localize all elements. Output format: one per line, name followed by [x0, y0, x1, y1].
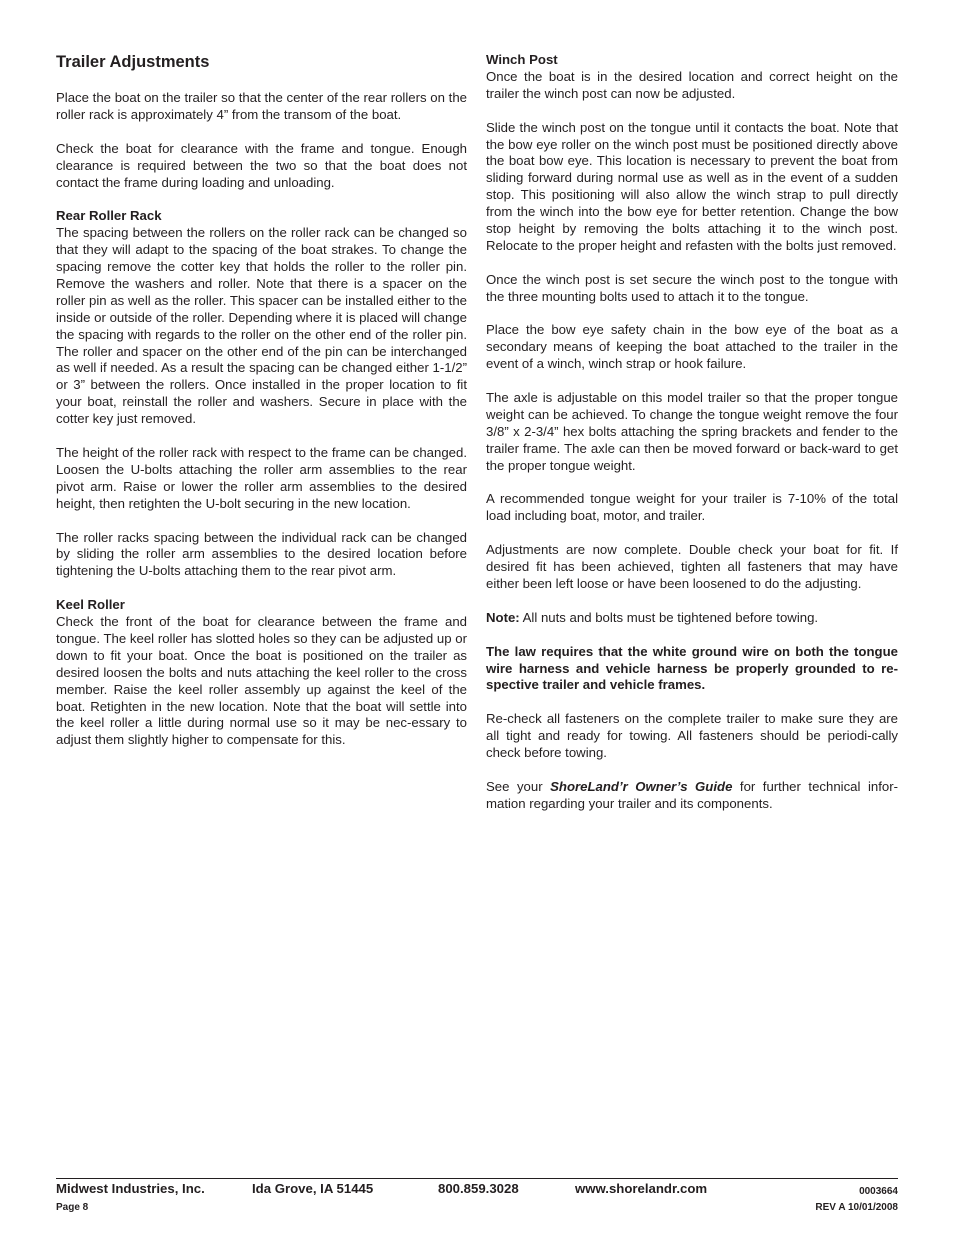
- rear-roller-paragraph-2: The height of the roller rack with respect to the frame can be changed. Loosen the U-bolts attaching the roller arm assemblies to the rear pivot arm. Raise or lower the roller arm assemblies to the desired height, then retighten the U-bolt securing in the new location.: [56, 444, 467, 511]
- safety-chain-paragraph: Place the bow eye safety chain in the bow eye of the boat as a secondary means of keeping the boat attached to the trailer in the event of a winch, winch strap or hook failure.: [486, 322, 898, 372]
- keel-roller-heading: Keel Roller: [56, 597, 125, 613]
- footer-page-number: Page 8: [56, 1202, 89, 1213]
- intro-paragraph-2: Check the boat for clearance with the frame and tongue. Enough clearance is required between the two so that the boat does not contact the frame during loading and unloading.: [56, 140, 467, 190]
- owners-guide-paragraph: [486, 779, 898, 813]
- note-paragraph: [486, 610, 898, 627]
- footer-location: Ida Grove, IA 51445: [252, 1181, 374, 1196]
- right-column: [486, 52, 898, 830]
- note-label: Note:: [486, 609, 520, 625]
- rear-roller-heading: Rear Roller Rack: [56, 208, 162, 224]
- see-suffix: for further technical infor-mation regarding your trailer and its components.: [486, 778, 898, 811]
- section-title: Trailer Adjustments: [56, 53, 210, 71]
- tongue-weight-paragraph: A recommended tongue weight for your trailer is 7-10% of the total load including boat, motor, and trailer.: [486, 491, 898, 524]
- footer-revision: REV A 10/01/2008: [815, 1202, 898, 1213]
- recheck-paragraph: Re-check all fasteners on the complete trailer to make sure they are all tight and ready for towing. All fasteners should be periodi-cally check before towing.: [486, 711, 898, 761]
- footer-website: www.shorelandr.com: [575, 1181, 708, 1196]
- left-column: [56, 52, 467, 766]
- intro-paragraph-1: Place the boat on the trailer so that the center of the rear rollers on the roller rack is approximately 4” from the transom of the boat.: [56, 90, 467, 122]
- owners-guide-title: ShoreLand’r Owner’s Guide: [550, 778, 733, 794]
- axle-paragraph: The axle is adjustable on this model trailer so that the proper tongue weight can be achieved. To change the tongue weight remove the four 3/8” x 2-3/4” hex bolts attaching the spring brackets and fender to the trailer frame. The axle can then be moved forward or back-ward to get the proper tongue weight.: [486, 390, 898, 473]
- rear-roller-paragraph-3: The roller racks spacing between the individual rack can be changed by sliding the roller arm assemblies to the desired location before tightening the U-bolts attaching them to the rear pivot arm.: [56, 529, 467, 579]
- footer-rule: [56, 1178, 898, 1179]
- winch-post-paragraph-2: Slide the winch post on the tongue until it contacts the boat. Note that the bow eye roller on the winch post must be positioned directly above the boat bow eye. This location is necessary to prevent the boat from sliding forward during normal use as well as in the event of a sudden stop. This positioning will also allow the winch strap to pull directly from the winch into the bow eye for better retention. Change the bow stop height by removing the bolts attaching it to the winch post. Relocate to the proper height and refasten with the bolts just removed.: [486, 119, 898, 253]
- note-text: All nuts and bolts must be tightened before towing.: [519, 609, 819, 625]
- footer-doc-number: 0003664: [859, 1186, 898, 1197]
- footer-phone: 800.859.3028: [438, 1181, 519, 1196]
- winch-post-paragraph-1: Once the boat is in the desired location and correct height on the trailer the winch post can now be adjusted.: [486, 68, 898, 101]
- keel-roller-paragraph: Check the front of the boat for clearance between the frame and tongue. The keel roller has slotted holes so they can be adjusted up or down to fit your boat. Once the boat is positioned on the trailer as desired loosen the bolts and nuts attaching the keel roller to the cross member. Raise the keel roller assembly up against the keel of the boat. Retighten in the new location. Note that the boat will settle into the keel roller a little during normal use so it may be nec-essary to adjust them slightly higher to compensate for this.: [56, 614, 467, 748]
- see-prefix: See your: [486, 778, 551, 794]
- winch-post-heading: Winch Post: [486, 52, 558, 67]
- footer-company: Midwest Industries, Inc.: [56, 1181, 205, 1196]
- rear-roller-paragraph-1: The spacing between the rollers on the roller rack can be changed so that they will adapt to the spacing of the boat strakes. To change the spacing remove the cotter key that holds the roller to the roller pin. Remove the washers and roller. Note that there is a spacer on the roller pin as well as the roller. This spacer can be installed either to the inside or outside of the roller. Depending where it is placed will change the spacing with regards to the roller on the other end of the roller pin. The roller and spacer on the other end of the pin can be interchanged as well if needed. As a result the spacing can be changed either 1-1/2” or 3” between the rollers. Once installed in the proper location to fit your boat, reinstall the roller and washers. Secure in place with the cotter key just removed.: [56, 225, 467, 427]
- adjustments-complete-paragraph: Adjustments are now complete. Double check your boat for fit. If desired fit has been achieved, tighten all fasteners that may have either been left loose or have been loosened to do the adjusting.: [486, 542, 898, 591]
- winch-post-paragraph-3: Once the winch post is set secure the winch post to the tongue with the three mounting bolts used to attach it to the tongue.: [486, 271, 898, 304]
- law-paragraph: The law requires that the white ground wire on both the tongue wire harness and vehicle harness be properly grounded to re-spective trailer and vehicle frames.: [486, 643, 898, 693]
